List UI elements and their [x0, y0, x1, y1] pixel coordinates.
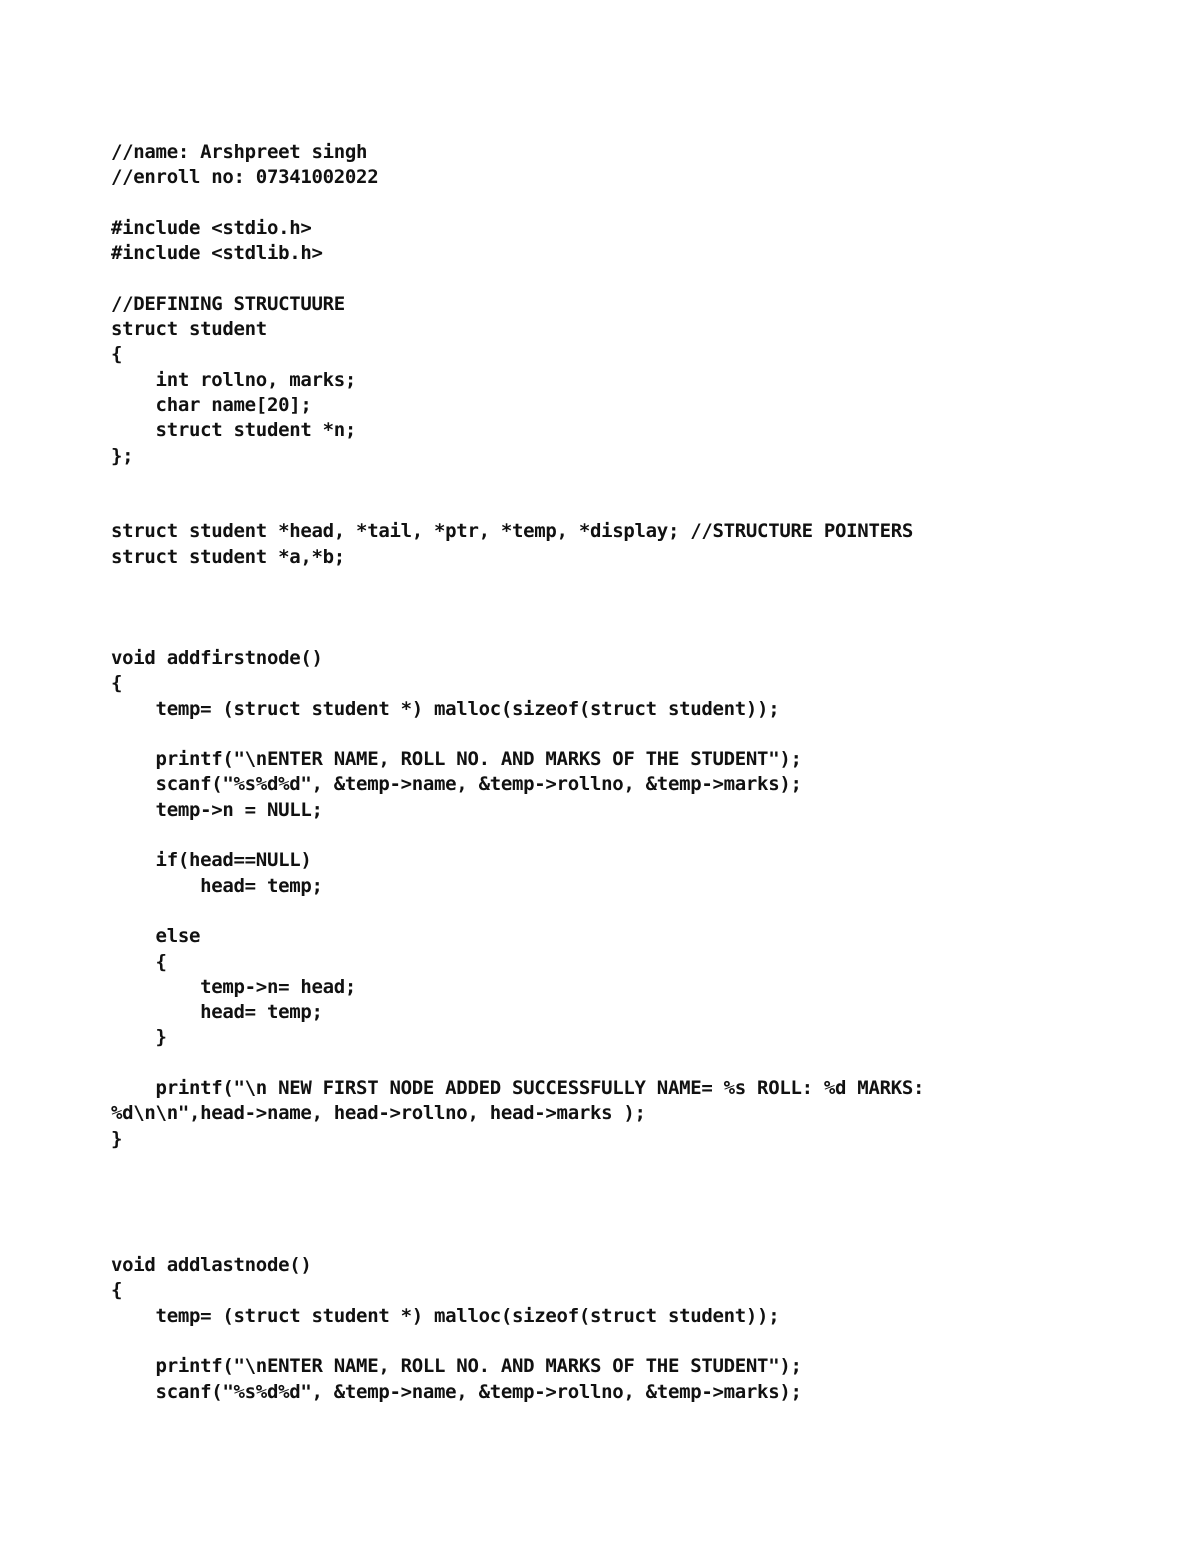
code-line: printf("\n NEW FIRST NODE ADDED SUCCESSFULLY NAME= %s ROLL: %d MARKS:: [111, 1076, 925, 1099]
code-line: [111, 1202, 1161, 1227]
code-line: [111, 266, 1161, 291]
code-line: //enroll no: 07341002022: [111, 166, 379, 189]
code-line: struct student *head, *tail, *ptr, *temp, *display; //STRUCTURE POINTERS: [111, 520, 914, 543]
code-line: char name[20];: [111, 393, 312, 416]
code-line: printf("\nENTER NAME, ROLL NO. AND MARKS OF THE STUDENT");: [111, 748, 802, 771]
code-line: [111, 899, 1161, 924]
code-line: temp->n = NULL;: [111, 798, 323, 821]
code-line: int rollno, marks;: [111, 368, 357, 391]
code-line: [111, 1228, 1161, 1253]
code-line: [111, 722, 1161, 747]
code-line: };: [111, 444, 134, 467]
code-line: #include <stdlib.h>: [111, 242, 323, 265]
code-line: temp= (struct student *) malloc(sizeof(struct student));: [111, 697, 780, 720]
code-line: temp= (struct student *) malloc(sizeof(struct student));: [111, 1304, 780, 1327]
code-line: else: [111, 925, 201, 948]
code-line: [111, 1152, 1161, 1177]
code-line: printf("\nENTER NAME, ROLL NO. AND MARKS OF THE STUDENT");: [111, 1355, 802, 1378]
code-line: //name: Arshpreet singh: [111, 141, 368, 163]
code-line: struct student *n;: [111, 419, 357, 442]
code-line: {: [111, 1279, 123, 1302]
code-line: {: [111, 672, 123, 695]
code-line: [111, 595, 1161, 620]
code-line: }: [111, 1127, 123, 1150]
code-line: %d\n\n",head->name, head->rollno, head->marks );: [111, 1102, 646, 1125]
code-line: head= temp;: [111, 874, 323, 897]
code-line: [111, 570, 1161, 595]
code-line: [111, 191, 1161, 216]
code-line: [111, 1329, 1161, 1354]
code-line: scanf("%s%d%d", &temp->name, &temp->rollno, &temp->marks);: [111, 1380, 802, 1403]
code-line: void addlastnode(): [111, 1254, 312, 1277]
code-line: [111, 823, 1161, 848]
code-line: [111, 469, 1161, 494]
code-line: struct student *a,*b;: [111, 545, 345, 568]
code-line: [111, 1051, 1161, 1076]
code-line: void addfirstnode(): [111, 646, 323, 669]
code-line: #include <stdio.h>: [111, 216, 312, 239]
code-line: if(head==NULL): [111, 849, 312, 872]
code-line: {: [111, 950, 167, 973]
code-line: {: [111, 343, 123, 366]
code-listing: [111, 140, 1161, 1405]
code-line: [111, 1177, 1161, 1202]
code-line: }: [111, 1026, 167, 1049]
code-line: [111, 494, 1161, 519]
code-line: scanf("%s%d%d", &temp->name, &temp->rollno, &temp->marks);: [111, 773, 802, 796]
code-line: temp->n= head;: [111, 975, 357, 998]
code-line: struct student: [111, 318, 267, 341]
code-line: //DEFINING STRUCTUURE: [111, 292, 345, 315]
code-line: head= temp;: [111, 1001, 323, 1024]
code-line: [111, 621, 1161, 646]
